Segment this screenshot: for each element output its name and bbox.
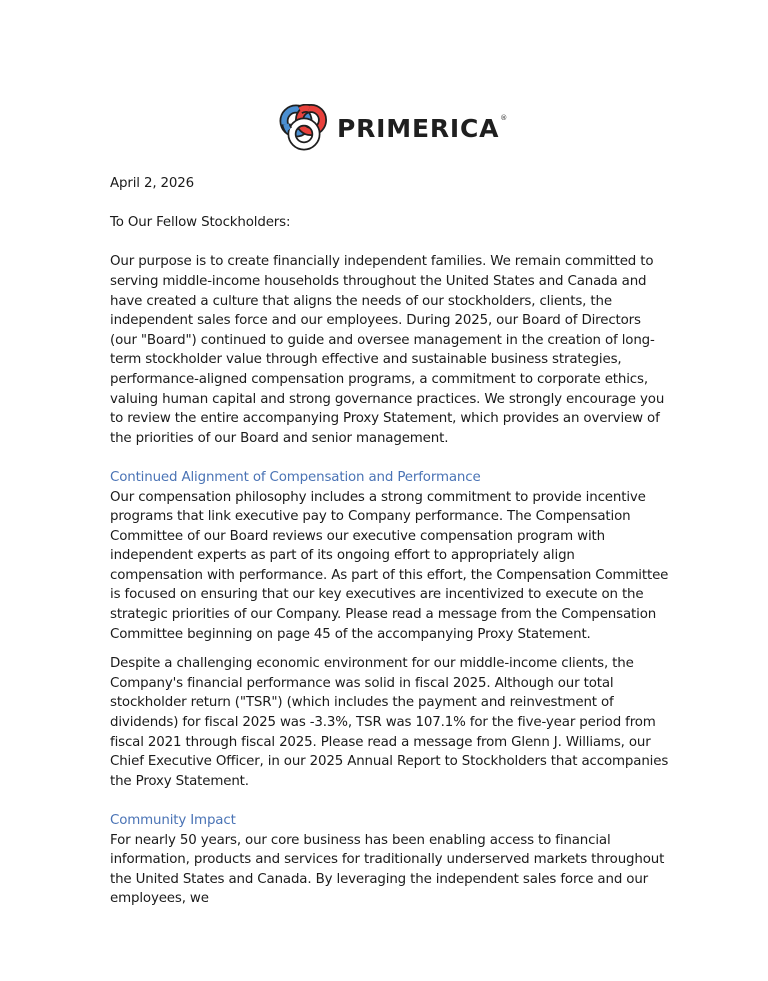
interlocking-rings-logo-icon: [279, 104, 329, 152]
letter-date: April 2, 2026: [110, 176, 195, 191]
company-wordmark: [337, 113, 509, 143]
compensation-paragraph-1: Our compensation philosophy includes a strong commitment to provide incentive programs that link executive pay to Company performance. The Compensation Committee of our Board reviews our executive compensation program with independent experts as part of its ongoing effort to appropriately align compensation with performance. As part of this effort, the Compensation Committee is focused on ensuring that our key executives are incentivized to execute on the strategic priorities of our Company. Please read a message from the Compensation Committee beginning on page 45 of the accompanying Proxy Statement.: [110, 489, 669, 642]
wordmark-text: PRIMERICA: [337, 113, 500, 143]
section-heading-compensation: Continued Alignment of Compensation and Performance: [110, 469, 481, 485]
letter-body: [110, 174, 670, 929]
intro-paragraph: Our purpose is to create financially independent families. We remain committed to serving middle-income households throughout the United States and Canada and have created a culture that aligns the needs of our stockholders, clients, the independent sales force and our employees. During 2025, our Board of Directors (our "Board") continued to guide and oversee management in the creation of long-term stockholder value through effective and sustainable business strategies, performance-aligned compensation programs, a commitment to corporate ethics, valuing human capital and strong governance practices. We strongly encourage you to review the entire accompanying Proxy Statement, which provides an overview of the priorities of our Board and senior management.: [110, 254, 665, 446]
letter-salutation: To Our Fellow Stockholders:: [110, 215, 291, 231]
company-logo: [279, 104, 508, 152]
compensation-paragraph-2: Despite a challenging economic environment for our middle-income clients, the Company's financial performance was solid in fiscal 2025. Although our total stockholder return ("TSR") (which includes the payment and reinvestment of dividends) for fiscal 2025 was -3.3%, TSR was 107.1% for the five-year period from fiscal 2021 through fiscal 2025. Please read a message from Glenn J. Williams, our Chief Executive Officer, in our 2025 Annual Report to Stockholders that accompanies the Proxy Statement.: [110, 656, 669, 789]
registered-mark: ®: [500, 113, 509, 122]
community-impact-paragraph: For nearly 50 years, our core business has been enabling access to financial information, products and services for traditionally underserved markets throughout the United States and Canada. By leveraging the independent sales force and our employees, we: [110, 832, 665, 907]
section-heading-community-impact: Community Impact: [110, 813, 236, 828]
